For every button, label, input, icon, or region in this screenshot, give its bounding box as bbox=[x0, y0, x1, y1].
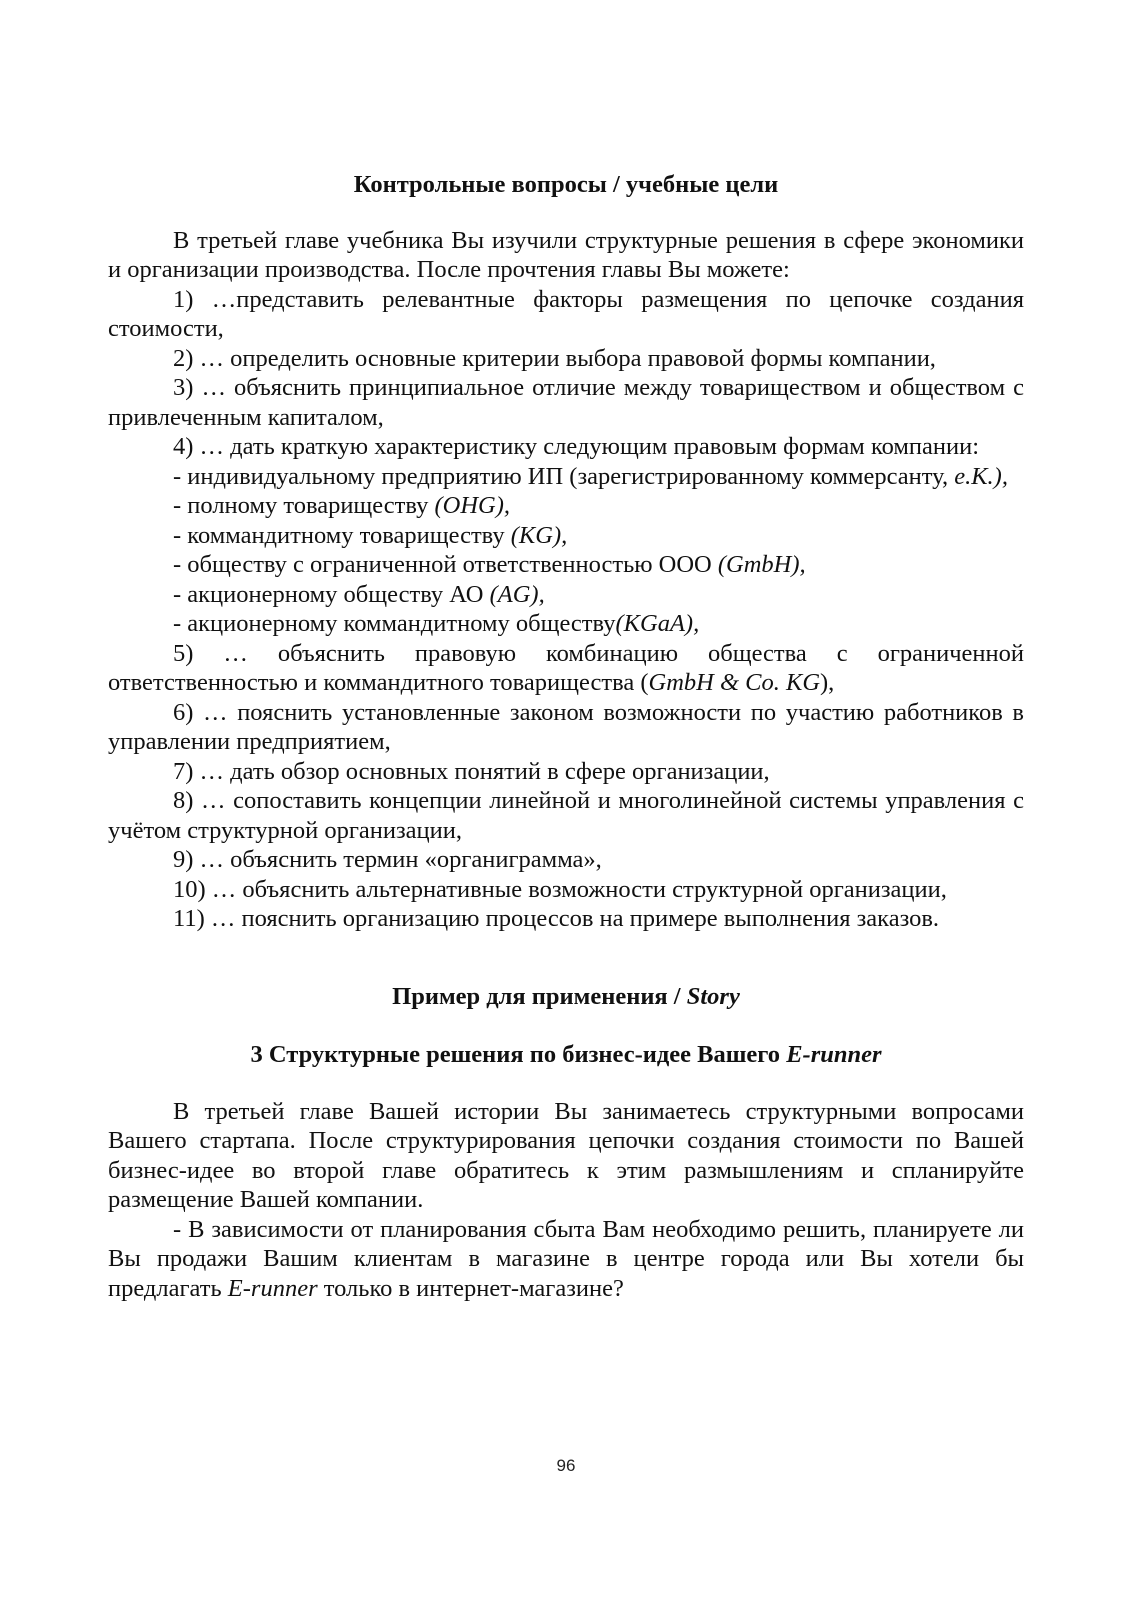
story-paragraph-2 bbox=[108, 1215, 1024, 1304]
list-item-10: 10) … объяснить альтернативные возможности структурной организации, bbox=[173, 875, 947, 903]
section-title-review-questions: Контрольные вопросы / учебные цели bbox=[353, 171, 779, 198]
legal-form-text: - коммандитному товариществу bbox=[173, 521, 511, 549]
page-number: 96 bbox=[556, 1456, 576, 1475]
list-item-11: 11) … пояснить организацию процессов на примере выполнения заказов. bbox=[173, 905, 940, 932]
legal-form-item bbox=[108, 609, 1024, 639]
list-item-8: 8) … сопоставить концепции линейной и многолинейной системы управления с учётом структурной организации, bbox=[108, 787, 1024, 844]
chapter-title-italic: E-runner bbox=[786, 1041, 882, 1068]
list-item-9: 9) … объяснить термин «органиграмма», bbox=[173, 846, 602, 873]
legal-form-item bbox=[108, 550, 1024, 580]
intro-paragraph: В третьей главе учебника Вы изучили структурные решения в сфере экономики и организации производства. После прочтения главы Вы можете: bbox=[108, 226, 1024, 283]
legal-form-abbr: (KG), bbox=[510, 521, 568, 549]
legal-form-abbr: (OHG), bbox=[434, 492, 511, 519]
legal-form-text: - акционерному обществу АО bbox=[173, 580, 490, 608]
legal-form-abbr: e.K.), bbox=[954, 462, 1008, 490]
list-item-5-abbr: GmbH & Co. KG bbox=[648, 669, 821, 696]
legal-form-abbr: (GmbH), bbox=[717, 551, 806, 578]
chapter-title bbox=[108, 1040, 1024, 1070]
legal-form-item bbox=[108, 462, 1024, 492]
legal-form-item bbox=[108, 521, 1024, 551]
legal-form-text: - полному товариществу bbox=[173, 492, 435, 519]
product-name: E-runner bbox=[227, 1274, 318, 1302]
chapter-title-text: 3 Структурные решения по бизнес-идее Вашего bbox=[250, 1041, 787, 1068]
legal-form-item bbox=[108, 580, 1024, 610]
page-content bbox=[108, 170, 1024, 1303]
list-item-4: 4) … дать краткую характеристику следующим правовым формам компании: bbox=[173, 433, 980, 460]
list-item-5 bbox=[108, 639, 1024, 698]
legal-form-item bbox=[108, 491, 1024, 521]
legal-form-abbr: (AG), bbox=[489, 580, 545, 608]
story-paragraph-2-text: - В зависимости от планирования сбыта Вам необходимо решить, планируете ли Вы продажи Вашим клиентам в магазине в центре города или Вы хотели бы предлагать bbox=[108, 1215, 1024, 1302]
list-item-5-end: ), bbox=[820, 669, 835, 696]
story-title-italic: Story bbox=[686, 982, 740, 1010]
story-paragraph-1: В третьей главе Вашей истории Вы занимаетесь структурными вопросами Вашего стартапа. После структурирования цепочки создания стоимости по Вашей бизнес-идее во второй главе обратитесь к этим размышлениям и спланируйте размещение Вашей компании. bbox=[108, 1097, 1024, 1213]
section-title-story bbox=[108, 982, 1024, 1012]
list-item-5-text: 5) … объяснить правовую комбинацию общества с ограниченной ответственностью и коммандитного товарищества ( bbox=[108, 639, 1024, 696]
list-item-3: 3) … объяснить принципиальное отличие между товариществом и обществом с привлеченным капиталом, bbox=[108, 374, 1024, 431]
story-paragraph-2-end: только в интернет-магазине? bbox=[317, 1274, 624, 1302]
list-item-1: 1) …представить релевантные факторы размещения по цепочке создания стоимости, bbox=[108, 285, 1024, 342]
legal-form-text: - индивидуальному предприятию ИП (зарегистрированному коммерсанту, bbox=[173, 462, 955, 490]
legal-form-text: - обществу с ограниченной ответственностью ООО bbox=[173, 551, 718, 578]
story-title-text: Пример для применения / bbox=[392, 982, 687, 1010]
list-item-2: 2) … определить основные критерии выбора правовой формы компании, bbox=[173, 344, 936, 372]
legal-form-text: - акционерному коммандитному обществу bbox=[173, 610, 616, 637]
legal-form-abbr: (KGaA), bbox=[615, 610, 700, 637]
list-item-7: 7) … дать обзор основных понятий в сфере организации, bbox=[173, 757, 770, 785]
list-item-6: 6) … пояснить установленные законом возможности по участию работников в управлении предприятием, bbox=[108, 698, 1024, 755]
